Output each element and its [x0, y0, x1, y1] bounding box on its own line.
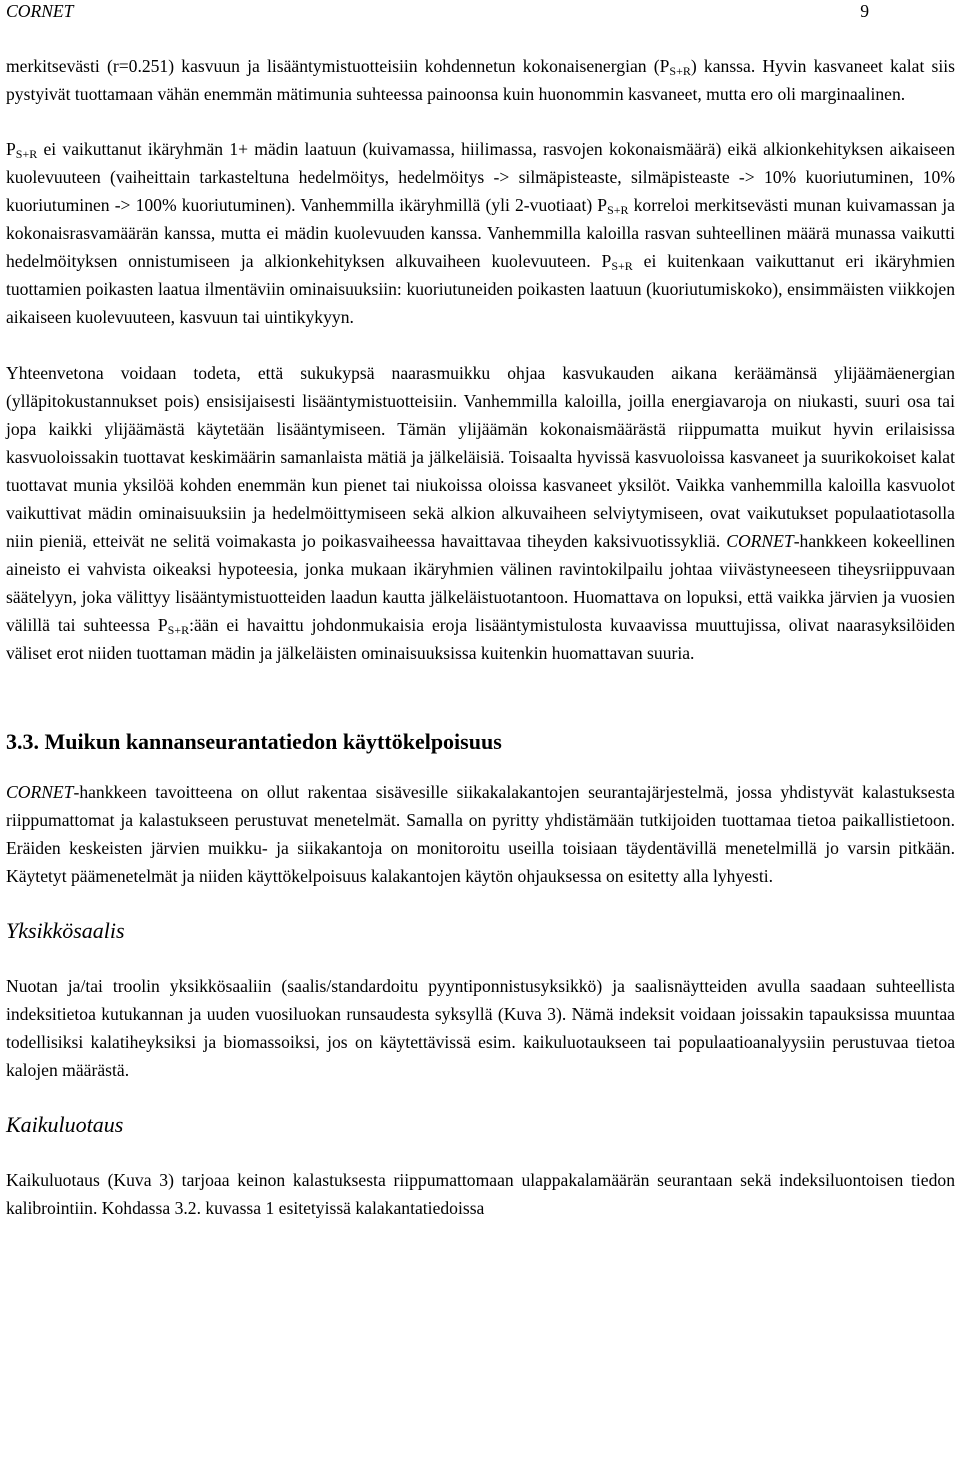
paragraph-energy-allocation: merkitsevästi (r=0.251) kasvuun ja lisääntymistuotteisiin kohdennetun kokonaisenergian $(P_{S+R})$ kanssa. Hyvin kasvaneet kalat siis pystyivät tuottamaan vähän enemmän mätimunia suhteessa painoonsa kuin huonommin kasvaneet, mutta ero oli marginaalinen. [6, 56, 955, 104]
page-header [6, 0, 955, 24]
running-title: CORNET [6, 1, 74, 21]
subheading-catch-per-unit: Yksikkösaalis [6, 918, 125, 943]
paragraph-summary: Yhteenvetona voidaan todeta, että sukukypsä naarasmuikku ohjaa kasvukauden aikana keräämänsä ylijäämäenergian (ylläpitokustannukset pois) ensisijaisesti lisääntymistuotteisiin. Vanhemmilla kaloilla, joilla energiavaroja on niukasti, suuri osa tai jopa kaikki ylijäämästä käytetään lisääntymiseen. Tämän ylijäämän kokonaismäärästä riippumatta muikut hyvin erilaisissa kasvuoloissakin tuottavat keskimäärin samanlaista mätiä ja jälkeläisiä. Toisaalta hyvissä kasvuoloissa kasvaneet ja suurikokoiset kalat tuottavat munia yksilöä kohden enemmän kun pienet tai niukoissa oloissa kasvaneet yksilöt. Vaikka vanhemmilla kaloilla kasvuolot vaikuttivat mädin ominaisuuksiin ja hedelmöittymiseen sekä alkion alkuvaiheen selviytymiseen, ovat vaikutukset populaatiotasolla niin pieniä, etteivät ne selitä voimakasta jo poikasvaiheessa havaittavaa tiheyden kaksivuotissykliä. CORNET-hankkeen kokeellinen aineisto ei vahvista oikeaksi hypoteesia, jonka mukaan ikäryhmien välinen ravintokilpailu johtaa viivästyneeseen tiheysriippuvaan säätelyyn, joka välittyy lisääntymistuotteiden laadun kautta jälkeläistuotantoon. Huomattava on lopuksi, että vaikka järvien ja vuosien välillä tai suhteessa $P_{S+R}:ään$ ei havaittu johdonmukaisia eroja lisääntymistulosta kuvaavissa muuttujissa, olivat naarasyksilöiden väliset erot niiden tuottaman mädin ja jälkeläisten ominaisuuksissa kuitenkin huomattavan suuria. [6, 363, 955, 663]
subheading-echo-sounding: Kaikuluotaus [6, 1112, 124, 1137]
paragraph-catch-per-unit: Nuotan ja/tai troolin yksikkösaaliin (saalis/standardoitu pyyntiponnistusyksikkö) ja saalisnäytteiden avulla saadaan suhteellista indeksitietoa kutukannan ja uuden vuosiluokan runsaudesta syksyllä (Kuva 3). Nämä indeksit voidaan joissakin tapauksissa muuntaa todellisiksi kalatiheyksiksi ja biomassoiksi, jos on käytettävissä esim. kaikuluotaukseen tai populaatioanalyysiin perustuvaa tietoa kalojen määrästä. [6, 976, 955, 1080]
paragraph-echo-sounding: Kaikuluotaus (Kuva 3) tarjoaa keinon kalastuksesta riippumattomaan ulappakalamäärän seurantaan sekä indeksiluontoisen tiedon kalibrointiin. Kohdassa 3.2. kuvassa 1 esitetyissä kalakantatiedoissa [6, 1170, 955, 1218]
paragraph-monitoring-goal: CORNET-hankkeen tavoitteena on ollut rakentaa sisävesille siikakalakantojen seurantajärjestelmä, jossa yhdistyvät kalastuksesta riippumattomat ja kalastukseen perustuvat menetelmät. Samalla on pyritty yhdistämään tutkijoiden tuottamaa tietoa paikallistietoon. Eräiden keskeisten järvien muikku- ja siikakantoja on monitoroitu useilla toisiaan täydentävillä menetelmillä jo varsin pitkään. Käytetyt päämenetelmät ja niiden käyttökelpoisuus kalakantojen käytön ohjauksessa on esitetty alla lyhyesti. [6, 782, 955, 886]
paragraph-egg-quality: $P_{S+R}$ ei vaikuttanut ikäryhmän 1+ mädin laatuun (kuivamassa, hiilimassa, rasvojen kokonaismäärä) eikä alkionkehityksen aikaiseen kuolevuuteen (vaiheittain tarkasteltuna hedelmöitys, hedelmöitys -> silmäpisteaste, silmäpisteaste -> 10% kuoriutuminen, 10% kuoriutuminen -> 100% kuoriutuminen). Vanhemmilla ikäryhmillä (yli 2-vuotiaat) $P_{S+R}$ korreloi merkitsevästi munan kuivamassan ja kokonaisrasvamäärän kanssa, mutta ei mädin kuolevuuden kanssa. Vanhemmilla kaloilla rasvan suhteellinen määrä munassa vaikutti hedelmöityksen onnistumiseen ja alkionkehityksen alkuvaiheen kuolevuuteen. $P_{S+R}$ ei kuitenkaan vaikuttanut eri ikäryhmien tuottamien poikasten laatua ilmentäviin ominaisuuksiin: kuoriutuneiden poikasten laatuun (kuoriutumiskoko), ensimmäisten viikkojen aikaiseen kuolevuuteen, kasvuun tai uintikykyyn. [6, 139, 955, 327]
page-number: 9 [860, 1, 869, 21]
section-heading: 3.3. Muikun kannanseurantatiedon käyttökelpoisuus [6, 729, 502, 754]
